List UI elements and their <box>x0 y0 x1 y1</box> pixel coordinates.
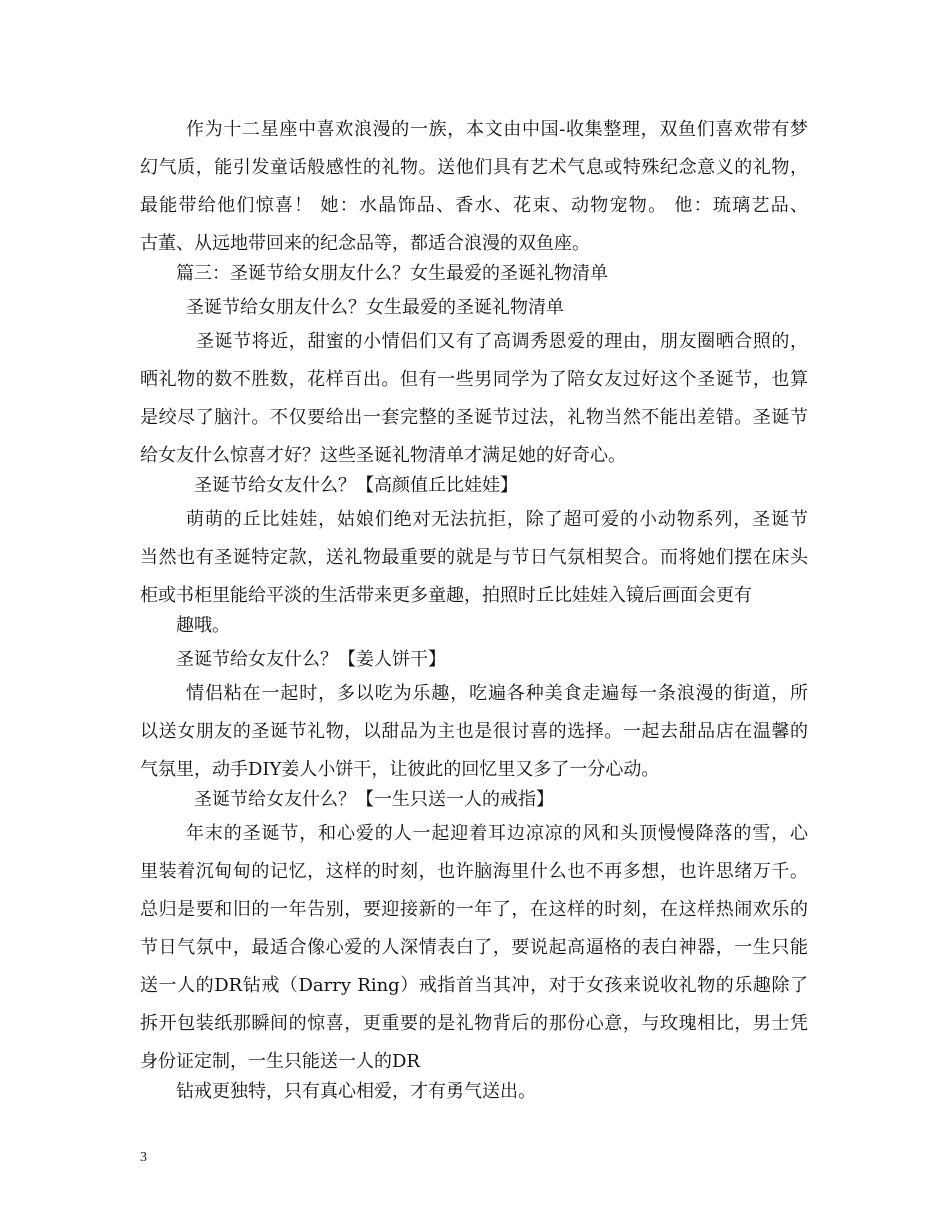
text-line: 幻气质，能引发童话般感性的礼物。送他们具有艺术气息或特殊纪念意义的礼物， <box>140 157 808 178</box>
text-line: 圣诞节将近，甜蜜的小情侣们又有了高调秀恩爱的理由，朋友圈晒合照的， <box>196 331 808 352</box>
page-number: 3 <box>140 1150 147 1165</box>
text-line: 作为十二星座中喜欢浪漫的一族，本文由中国-收集整理，双鱼们喜欢带有梦 <box>186 119 808 140</box>
text-line: 趣哦。 <box>176 615 230 636</box>
text-line: 气氛里，动手DIY姜人小饼干，让彼此的回忆里又多了一分心动。 <box>140 759 660 780</box>
text-line: 以送女朋友的圣诞节礼物，以甜品为主也是很讨喜的选择。一起去甜品店在温馨的 <box>140 721 808 742</box>
text-line: 当然也有圣诞特定款，送礼物最重要的就是与节日气氛相契合。而将她们摆在床头 <box>140 547 808 568</box>
text-line: 身份证定制，一生只能送一人的DR <box>140 1051 420 1072</box>
text-line: 柜或书柜里能给平淡的生活带来更多童趣，拍照时丘比娃娃入镜后画面会更有 <box>140 585 752 606</box>
text-line: 钻戒更独特，只有真心相爱，才有勇气送出。 <box>176 1081 536 1102</box>
text-line: 送一人的DR钻戒（Darry Ring）戒指首当其冲，对于女孩来说收礼物的乐趣除了 <box>140 975 808 996</box>
text-line: 最能带给他们惊喜！ 她：水晶饰品、香水、花束、动物宠物。 他：琉璃艺品、 <box>140 195 808 216</box>
subheading: 圣诞节给女友什么？【一生只送一人的戒指】 <box>194 789 554 810</box>
text-line: 萌萌的丘比娃娃，姑娘们绝对无法抗拒，除了超可爱的小动物系列，圣诞节 <box>186 509 808 530</box>
text-line: 总归是要和旧的一年告别，要迎接新的一年了，在这样的时刻，在这样热闹欢乐的 <box>140 899 808 920</box>
subheading: 圣诞节给女友什么？【高颜值丘比娃娃】 <box>194 475 518 496</box>
text-line: 里装着沉甸甸的记忆，这样的时刻，也许脑海里什么也不再多想，也许思绪万千。 <box>140 861 808 882</box>
text-line: 古董、从远地带回来的纪念品等，都适合浪漫的双鱼座。 <box>140 233 590 254</box>
text-line: 节日气氛中，最适合像心爱的人深情表白了，要说起高逼格的表白神器，一生只能 <box>140 937 808 958</box>
subheading: 圣诞节给女友什么？【姜人饼干】 <box>176 649 446 670</box>
text-line: 是绞尽了脑汁。不仅要给出一套完整的圣诞节过法，礼物当然不能出差错。圣诞节 <box>140 407 808 428</box>
section-heading: 篇三：圣诞节给女朋友什么？女生最爱的圣诞礼物清单 <box>176 263 608 284</box>
text-line: 情侣粘在一起时，多以吃为乐趣，吃遍各种美食走遍每一条浪漫的街道，所 <box>186 683 808 704</box>
article-title: 圣诞节给女朋友什么？女生最爱的圣诞礼物清单 <box>186 297 564 318</box>
text-line: 拆开包装纸那瞬间的惊喜，更重要的是礼物背后的那份心意，与玫瑰相比，男士凭 <box>140 1013 808 1034</box>
text-line: 年末的圣诞节，和心爱的人一起迎着耳边凉凉的风和头顶慢慢降落的雪，心 <box>186 823 808 844</box>
text-line: 晒礼物的数不胜数，花样百出。但有一些男同学为了陪女友过好这个圣诞节，也算 <box>140 369 808 390</box>
text-line: 给女友什么惊喜才好？这些圣诞礼物清单才满足她的好奇心。 <box>140 445 626 466</box>
